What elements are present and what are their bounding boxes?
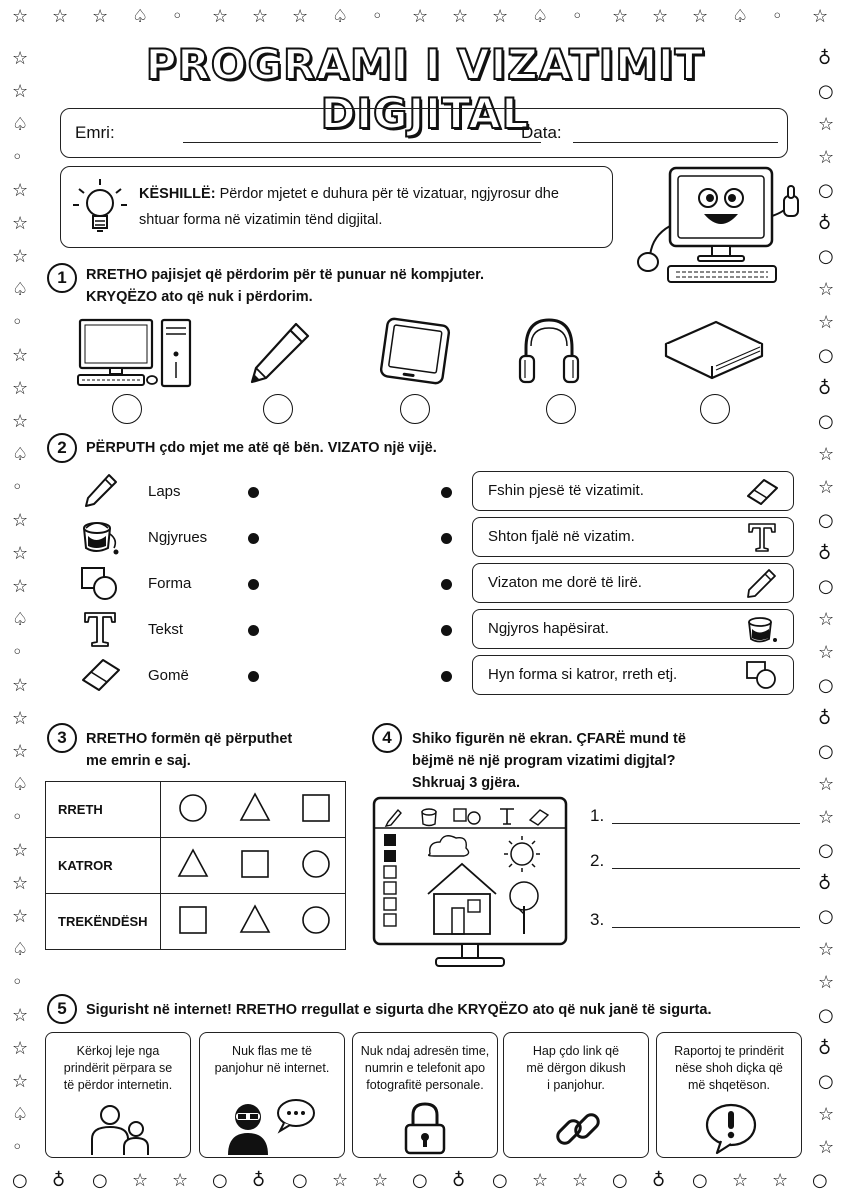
stranger-icon bbox=[226, 1099, 320, 1157]
shape-row-1 bbox=[161, 782, 345, 834]
eraser-tool-icon bbox=[79, 656, 123, 692]
shapes-icon bbox=[745, 660, 779, 690]
border-decoration-icon: ☆ bbox=[772, 1170, 789, 1191]
rule-text-line: Nuk flas me të bbox=[232, 1044, 312, 1058]
triangle-shape bbox=[179, 850, 207, 876]
border-decoration-icon: ☆ bbox=[12, 48, 29, 69]
description-text: Fshin pjesë të vizatimit. bbox=[488, 482, 644, 499]
border-decoration-icon: ♤ bbox=[12, 444, 29, 465]
border-decoration-icon: ☆ bbox=[12, 81, 29, 102]
computer-icon bbox=[76, 318, 194, 388]
shapes-tool-icon bbox=[80, 566, 120, 602]
description-text: Shton fjalë në vizatim. bbox=[488, 528, 635, 545]
square-shape bbox=[303, 795, 329, 821]
shape-row-3 bbox=[161, 894, 345, 946]
border-decoration-icon: ◦ bbox=[12, 477, 23, 498]
border-decoration-icon: ☆ bbox=[12, 1071, 29, 1092]
rule-text-line: i panjohur. bbox=[547, 1078, 605, 1092]
link-icon bbox=[552, 1103, 604, 1155]
question-4-number: 4 bbox=[372, 723, 402, 753]
border-decoration-icon: ☆ bbox=[412, 6, 429, 27]
tip-box bbox=[60, 166, 613, 248]
border-decoration-icon: ☆ bbox=[12, 741, 29, 762]
border-decoration-icon: ☆ bbox=[818, 807, 835, 828]
border-decoration-icon: ☆ bbox=[372, 1170, 389, 1191]
border-decoration-icon: ☆ bbox=[12, 543, 29, 564]
tip-label: KËSHILLË: bbox=[139, 186, 216, 202]
border-decoration-icon: ♤ bbox=[12, 279, 29, 300]
question-3-line2: me emrin e saj. bbox=[86, 753, 191, 769]
border-decoration-icon: ♤ bbox=[532, 6, 549, 27]
border-decoration-icon: ☆ bbox=[12, 1038, 29, 1059]
border-decoration-icon: ☆ bbox=[172, 1170, 189, 1191]
border-decoration-icon: ☆ bbox=[92, 6, 109, 27]
border-decoration-icon: ☆ bbox=[12, 1005, 29, 1026]
question-4-text bbox=[412, 728, 686, 794]
match-dot-left[interactable] bbox=[248, 579, 259, 590]
border-decoration-icon: ☆ bbox=[452, 6, 469, 27]
answer-circle-computer[interactable] bbox=[112, 394, 142, 424]
drawing-program-screen-icon bbox=[372, 796, 568, 972]
tool-label-ngjyrues: Ngjyrues bbox=[148, 529, 208, 546]
border-decoration-icon: ○ bbox=[818, 180, 834, 201]
rule-text-line: prindërit përpara se bbox=[63, 1061, 173, 1075]
border-decoration-icon: ☆ bbox=[818, 972, 835, 993]
border-decoration-icon: ☆ bbox=[12, 411, 29, 432]
question-3-text bbox=[86, 728, 292, 772]
border-decoration-icon: ♁ bbox=[818, 543, 832, 564]
rule-text-line: fotografitë personale. bbox=[366, 1078, 484, 1092]
border-decoration-icon: ☆ bbox=[818, 939, 835, 960]
tool-label-forma: Forma bbox=[148, 575, 192, 592]
question-2-text: PËRPUTH çdo mjet me atë që bën. VIZATO një vijë. bbox=[86, 440, 437, 456]
border-decoration-icon: ◦ bbox=[12, 972, 23, 993]
border-decoration-icon: ♤ bbox=[12, 114, 29, 135]
border-decoration-icon: ☆ bbox=[12, 576, 29, 597]
triangle-shape bbox=[241, 906, 269, 932]
pencil-tool-icon bbox=[83, 472, 119, 508]
answer-circle-headphones[interactable] bbox=[546, 394, 576, 424]
border-decoration-icon: ☆ bbox=[818, 609, 835, 630]
question-1-text bbox=[86, 264, 484, 308]
rule-text-line: panjohur në internet. bbox=[214, 1061, 330, 1075]
border-decoration-icon: ○ bbox=[12, 1170, 28, 1191]
border-decoration-icon: ☆ bbox=[12, 906, 29, 927]
match-dot-right[interactable] bbox=[441, 579, 452, 590]
border-decoration-icon: ☆ bbox=[212, 6, 229, 27]
border-decoration-icon: ○ bbox=[612, 1170, 628, 1191]
question-1-number: 1 bbox=[47, 263, 77, 293]
border-decoration-icon: ☆ bbox=[12, 840, 29, 861]
match-dot-right[interactable] bbox=[441, 487, 452, 498]
paint-bucket-icon bbox=[80, 516, 122, 556]
border-decoration-icon: ♤ bbox=[332, 6, 349, 27]
question-1-line1: RRETHO pajisjet që përdorim për të punuar në kompjuter. bbox=[86, 267, 485, 283]
rule-text-line: Nuk ndaj adresën time, bbox=[360, 1044, 490, 1058]
name-date-box bbox=[60, 108, 788, 158]
parent-child-icon bbox=[86, 1103, 156, 1157]
match-dot-left[interactable] bbox=[248, 671, 259, 682]
answer-line-1[interactable] bbox=[612, 823, 800, 824]
border-decoration-icon: ◦ bbox=[12, 147, 23, 168]
border-decoration-icon: ☆ bbox=[818, 1104, 835, 1125]
border-decoration-icon: ☆ bbox=[132, 1170, 149, 1191]
rule-text-line: të përdor internetin. bbox=[63, 1078, 173, 1092]
border-decoration-icon: ☆ bbox=[332, 1170, 349, 1191]
answer-circle-book[interactable] bbox=[700, 394, 730, 424]
border-decoration-icon: ☆ bbox=[52, 6, 69, 27]
paint-bucket-icon bbox=[745, 614, 779, 644]
border-decoration-icon: ☆ bbox=[292, 6, 309, 27]
border-decoration-icon: ◦ bbox=[772, 6, 783, 27]
border-decoration-icon: ○ bbox=[818, 675, 834, 696]
circle-shape bbox=[303, 851, 329, 877]
border-decoration-icon: ◦ bbox=[12, 642, 23, 663]
border-decoration-icon: ♁ bbox=[818, 873, 832, 894]
shapes-table bbox=[45, 781, 346, 950]
shape-name-cell: RRETH bbox=[46, 782, 161, 838]
border-decoration-icon: ☆ bbox=[818, 477, 835, 498]
description-box bbox=[472, 655, 794, 695]
border-decoration-icon: ◦ bbox=[12, 1137, 23, 1158]
shape-options-cell bbox=[161, 782, 346, 838]
name-field[interactable] bbox=[183, 142, 541, 143]
rule-text-line: më dërgon dikush bbox=[526, 1061, 626, 1075]
pencil-icon bbox=[248, 320, 312, 384]
border-decoration-icon: ○ bbox=[818, 1005, 834, 1026]
border-decoration-icon: ♁ bbox=[818, 378, 832, 399]
safety-rule-card[interactable] bbox=[352, 1032, 498, 1158]
border-decoration-icon: ♁ bbox=[818, 213, 832, 234]
description-box bbox=[472, 563, 794, 603]
border-decoration-icon: ☆ bbox=[818, 279, 835, 300]
border-decoration-icon: ♤ bbox=[12, 609, 29, 630]
border-decoration-icon: ○ bbox=[812, 1170, 828, 1191]
description-text: Ngjyros hapësirat. bbox=[488, 620, 609, 637]
border-decoration-icon: ☆ bbox=[612, 6, 629, 27]
question-5-text: Sigurisht në internet! RRETHO rregullat e sigurta dhe KRYQËZO ato që nuk janë të sigurta. bbox=[86, 1002, 712, 1018]
border-decoration-icon: ○ bbox=[692, 1170, 708, 1191]
border-decoration-icon: ☆ bbox=[812, 6, 829, 27]
border-decoration-icon: ○ bbox=[818, 510, 834, 531]
border-decoration-icon: ☆ bbox=[532, 1170, 549, 1191]
border-decoration-icon: ○ bbox=[818, 246, 834, 267]
border-decoration-icon: ☆ bbox=[12, 708, 29, 729]
border-decoration-icon: ♁ bbox=[52, 1170, 66, 1191]
border-decoration-icon: ◦ bbox=[372, 6, 383, 27]
border-decoration-icon: ○ bbox=[412, 1170, 428, 1191]
square-shape bbox=[180, 907, 206, 933]
match-dot-left[interactable] bbox=[248, 625, 259, 636]
border-decoration-icon: ☆ bbox=[818, 642, 835, 663]
question-3-line1: RRETHO formën që përputhet bbox=[86, 731, 293, 747]
description-box bbox=[472, 517, 794, 557]
border-decoration-icon: ☆ bbox=[818, 774, 835, 795]
border-decoration-icon: ♤ bbox=[732, 6, 749, 27]
border-decoration-icon: ☆ bbox=[12, 873, 29, 894]
border-decoration-icon: ☆ bbox=[572, 1170, 589, 1191]
pencil-icon bbox=[745, 568, 779, 598]
border-decoration-icon: ☆ bbox=[252, 6, 269, 27]
border-decoration-icon: ☆ bbox=[12, 213, 29, 234]
border-decoration-icon: ☆ bbox=[12, 246, 29, 267]
tool-label-gome: Gomë bbox=[148, 667, 189, 684]
match-dot-right[interactable] bbox=[441, 625, 452, 636]
description-box bbox=[472, 471, 794, 511]
answer-number-2: 2. bbox=[590, 851, 605, 870]
answer-line-2[interactable] bbox=[612, 868, 800, 869]
answer-circle-tablet[interactable] bbox=[400, 394, 430, 424]
computer-mascot-icon bbox=[632, 166, 812, 286]
border-decoration-icon: ○ bbox=[818, 411, 834, 432]
border-decoration-icon: ♤ bbox=[12, 1104, 29, 1125]
answer-circle-pencil[interactable] bbox=[263, 394, 293, 424]
border-decoration-icon: ○ bbox=[818, 345, 834, 366]
alert-bubble-icon bbox=[703, 1101, 759, 1157]
border-decoration-icon: ○ bbox=[818, 840, 834, 861]
border-decoration-icon: ♁ bbox=[252, 1170, 266, 1191]
square-shape bbox=[242, 851, 268, 877]
safety-rule-card[interactable] bbox=[45, 1032, 191, 1158]
rule-text-line: Kërkoj leje nga bbox=[76, 1044, 160, 1058]
border-decoration-icon: ☆ bbox=[12, 180, 29, 201]
shape-options-cell bbox=[161, 894, 346, 950]
border-decoration-icon: ☆ bbox=[818, 312, 835, 333]
border-decoration-icon: ○ bbox=[92, 1170, 108, 1191]
border-decoration-icon: ♤ bbox=[132, 6, 149, 27]
date-field[interactable] bbox=[573, 142, 778, 143]
question-1-line2: KRYQËZO ato që nuk i përdorim. bbox=[86, 289, 313, 305]
name-label: Emri: bbox=[75, 123, 115, 142]
tip-text: Përdor mjetet e duhura për të vizatuar, ngjyrosur dhe shtuar forma në vizatimin tënd digjital. bbox=[139, 186, 559, 228]
text-tool-icon bbox=[82, 610, 118, 648]
match-dot-left[interactable] bbox=[248, 533, 259, 544]
border-decoration-icon: ◦ bbox=[572, 6, 583, 27]
border-decoration-icon: ○ bbox=[492, 1170, 508, 1191]
border-decoration-icon: ☆ bbox=[12, 675, 29, 696]
match-dot-right[interactable] bbox=[441, 671, 452, 682]
border-decoration-icon: ♁ bbox=[652, 1170, 666, 1191]
border-decoration-icon: ☆ bbox=[818, 1137, 835, 1158]
triangle-shape bbox=[241, 794, 269, 820]
border-decoration-icon: ○ bbox=[818, 1071, 834, 1092]
description-text: Hyn forma si katror, rreth etj. bbox=[488, 666, 678, 683]
text-icon bbox=[745, 522, 779, 552]
question-4-line3: Shkruaj 3 gjëra. bbox=[412, 775, 520, 791]
border-decoration-icon: ○ bbox=[818, 741, 834, 762]
answer-number-1: 1. bbox=[590, 806, 605, 825]
description-text: Vizaton me dorë të lirë. bbox=[488, 574, 642, 591]
rule-text-line: Hap çdo link që bbox=[532, 1044, 620, 1058]
description-box bbox=[472, 609, 794, 649]
border-decoration-icon: ☆ bbox=[652, 6, 669, 27]
eraser-icon bbox=[745, 476, 779, 506]
border-decoration-icon: ☆ bbox=[12, 378, 29, 399]
circle-shape bbox=[180, 795, 206, 821]
match-dot-right[interactable] bbox=[441, 533, 452, 544]
rule-text-line: Raportoj te prindërit bbox=[674, 1044, 784, 1058]
page-title: PROGRAMI I VIZATIMIT DIGJITAL bbox=[145, 40, 705, 138]
safety-rule-card[interactable] bbox=[656, 1032, 802, 1158]
border-decoration-icon: ♁ bbox=[818, 708, 832, 729]
border-decoration-icon: ☆ bbox=[12, 345, 29, 366]
shape-name-cell: TREKËNDËSH bbox=[46, 894, 161, 950]
lightbulb-icon bbox=[71, 175, 129, 241]
question-4-line2: bëjmë në një program vizatimi digjtal? bbox=[412, 753, 676, 769]
circle-shape bbox=[303, 907, 329, 933]
rule-text-line: nëse shoh diçka që bbox=[675, 1061, 783, 1075]
border-decoration-icon: ☆ bbox=[818, 147, 835, 168]
answer-number-3: 3. bbox=[590, 910, 605, 929]
headphones-icon bbox=[518, 316, 580, 386]
border-decoration-icon: ○ bbox=[292, 1170, 308, 1191]
border-decoration-icon: ○ bbox=[818, 576, 834, 597]
lock-icon bbox=[403, 1101, 447, 1155]
safety-rule-card[interactable] bbox=[199, 1032, 345, 1158]
tool-label-tekst: Tekst bbox=[148, 621, 184, 638]
border-decoration-icon: ○ bbox=[818, 906, 834, 927]
border-decoration-icon: ♁ bbox=[818, 48, 832, 69]
rule-text-line: më shqetëson. bbox=[688, 1078, 770, 1092]
border-decoration-icon: ☆ bbox=[692, 6, 709, 27]
shape-row-2 bbox=[161, 838, 345, 890]
border-decoration-icon: ☆ bbox=[732, 1170, 749, 1191]
tablet-icon bbox=[374, 320, 456, 384]
match-dot-left[interactable] bbox=[248, 487, 259, 498]
border-decoration-icon: ♤ bbox=[12, 774, 29, 795]
answer-line-3[interactable] bbox=[612, 927, 800, 928]
shape-name-cell: KATROR bbox=[46, 838, 161, 894]
shape-options-cell bbox=[161, 838, 346, 894]
border-decoration-icon: ♁ bbox=[818, 1038, 832, 1059]
question-2-number: 2 bbox=[47, 433, 77, 463]
border-decoration-icon: ☆ bbox=[12, 6, 29, 27]
question-5-number: 5 bbox=[47, 994, 77, 1024]
date-label: Data: bbox=[521, 123, 562, 142]
border-decoration-icon: ◦ bbox=[12, 312, 23, 333]
border-decoration-icon: ☆ bbox=[12, 510, 29, 531]
border-decoration-icon: ○ bbox=[818, 81, 834, 102]
border-decoration-icon: ◦ bbox=[172, 6, 183, 27]
border-decoration-icon: ☆ bbox=[818, 444, 835, 465]
border-decoration-icon: ♤ bbox=[12, 939, 29, 960]
border-decoration-icon: ☆ bbox=[818, 114, 835, 135]
border-decoration-icon: ◦ bbox=[12, 807, 23, 828]
rule-text-line: numrin e telefonit apo bbox=[364, 1061, 486, 1075]
border-decoration-icon: ♁ bbox=[452, 1170, 466, 1191]
question-4-line1: Shiko figurën në ekran. ÇFARË mund të bbox=[412, 731, 686, 747]
safety-rule-card[interactable] bbox=[503, 1032, 649, 1158]
tool-label-laps: Laps bbox=[148, 483, 181, 500]
border-decoration-icon: ☆ bbox=[492, 6, 509, 27]
question-3-number: 3 bbox=[47, 723, 77, 753]
book-icon bbox=[664, 320, 766, 382]
border-decoration-icon: ○ bbox=[212, 1170, 228, 1191]
